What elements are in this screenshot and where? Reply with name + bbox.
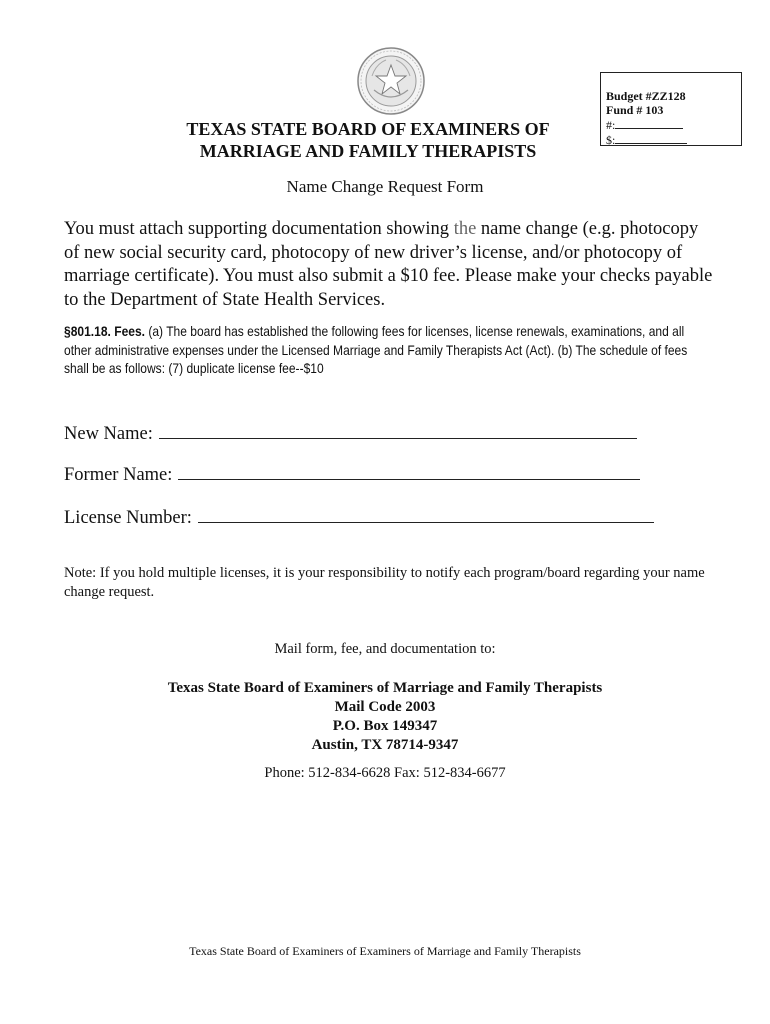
budget-number: Budget #ZZ128 (606, 89, 686, 103)
fee-rule (64, 322, 704, 378)
page-footer: Texas State Board of Examiners of Examiners of Marriage and Family Therapists (189, 944, 581, 958)
fee-rule-text: (a) The board has established the following fees for licenses, license renewals, examinations, and all other administrative expenses under the Licensed Marriage and Family Therapists Act (Act). (b) The schedule of fees shall be as follows: (7) duplicate license fee--$10 (64, 323, 688, 376)
mail-heading: Mail form, fee, and documentation to: (274, 641, 496, 657)
page-title (150, 118, 586, 162)
license-number-input[interactable] (198, 504, 654, 523)
multiple-license-note: Note: If you hold multiple licenses, it is your responsibility to notify each program/board regarding your name change request. (64, 565, 705, 600)
license-number-label: License Number: (64, 508, 192, 528)
new-name-label: New Name: (64, 424, 153, 444)
intro-part-3: name change (e.g. photocopy of new social security card, photocopy of new driver’s license, and/or photocopy of marriage certificate). You must also submit a $10 fee. Please make your checks payable to the Department of State Health Services. (64, 219, 713, 310)
former-name-field (64, 461, 640, 486)
contact-info: Phone: 512-834-6628 Fax: 512-834-6677 (264, 765, 506, 781)
number-label: #: (606, 118, 616, 132)
intro-part-2: the (453, 219, 477, 239)
address-line-3: P.O. Box 149347 (332, 718, 438, 734)
license-number-field (64, 504, 654, 529)
former-name-label: Former Name: (64, 465, 173, 485)
intro-part-1: You must attach supporting documentation showing (64, 219, 454, 239)
mailing-address (0, 679, 770, 755)
title-line-2: MARRIAGE AND FAMILY THERAPISTS (199, 141, 537, 161)
budget-box (600, 72, 742, 146)
fund-number: Fund # 103 (606, 103, 664, 117)
new-name-field (64, 420, 637, 445)
number-entry (606, 117, 741, 132)
title-line-1: TEXAS STATE BOARD OF EXAMINERS OF (186, 119, 550, 139)
address-line-1: Texas State Board of Examiners of Marriage and Family Therapists (167, 680, 603, 696)
former-name-input[interactable] (178, 461, 640, 480)
number-blank (615, 117, 683, 129)
fee-rule-heading: §801.18. Fees. (64, 323, 146, 339)
address-line-2: Mail Code 2003 (334, 699, 436, 715)
form-title: Name Change Request Form (286, 177, 484, 196)
address-line-4: Austin, TX 78714-9347 (311, 737, 459, 753)
intro-paragraph (64, 218, 714, 312)
dollar-label: $: (606, 133, 616, 147)
dollar-entry (606, 132, 741, 147)
new-name-input[interactable] (159, 420, 637, 439)
dollar-blank (615, 132, 687, 144)
texas-state-seal-icon (356, 46, 426, 116)
